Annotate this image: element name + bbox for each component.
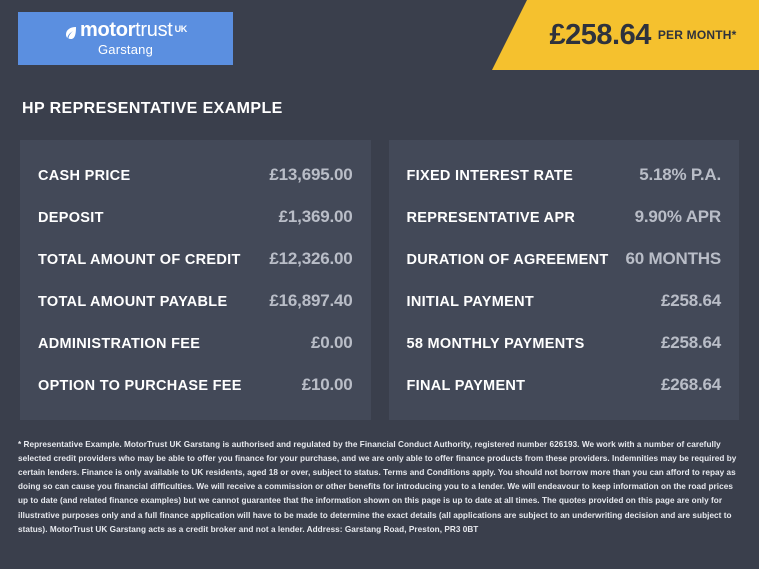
row-label: TOTAL AMOUNT OF CREDIT	[38, 252, 241, 268]
logo-word-motor: motor	[80, 19, 136, 41]
row-value: £258.64	[660, 333, 721, 352]
row-label: INITIAL PAYMENT	[406, 294, 534, 310]
finance-details-panels	[20, 140, 739, 420]
dealer-logo	[18, 12, 233, 65]
row-label: FINAL PAYMENT	[406, 378, 526, 394]
table-row	[407, 280, 722, 322]
table-row	[38, 238, 353, 280]
logo-word-trust: trust	[135, 19, 173, 41]
row-value: 5.18% P.A.	[639, 165, 721, 184]
table-row	[407, 196, 722, 238]
page-header	[0, 0, 759, 78]
disclaimer-text: * Representative Example. MotorTrust UK Garstang is authorised and regulated by the Financial Conduct Authority, registered number 626193. We work with a number of carefully selected credit providers who may be able to offer you finance for your purchase, and we are only able to offer finance products from these providers. Indemnities may be required by certain lenders. Finance is only available to UK residents, aged 18 or over, subject to status. Terms and Conditions apply. You should not borrow more than you can afford to repay as doing so can cause you financial difficulties. We will receive a commission or other benefits for introducing you to a lender. We will endeavour to keep information on the road prices up to date (and related finance examples) but we cannot guarantee that the information shown on this page is up to date at all times. The quotes provided on this page are only for illustrative purposes only and a full finance application will have to be made to determine the exact details (all applications are subject to an underwriting decision and are subject to status). MotorTrust UK Garstang acts as a credit broker and not a lender. Address: Garstang Road, Preston, PR3 0BT	[18, 440, 737, 534]
table-row	[38, 280, 353, 322]
row-value: £13,695.00	[269, 165, 353, 184]
row-label: 58 MONTHLY PAYMENTS	[406, 336, 585, 352]
row-value: 9.90% APR	[634, 207, 721, 226]
row-label: OPTION TO PURCHASE FEE	[38, 378, 242, 394]
table-row	[38, 322, 353, 364]
row-value: £0.00	[310, 333, 353, 352]
row-value: £1,369.00	[278, 207, 353, 226]
monthly-price-banner	[527, 0, 759, 70]
row-value: £10.00	[301, 375, 353, 394]
logo-subtitle: Garstang	[97, 42, 154, 57]
row-label: TOTAL AMOUNT PAYABLE	[38, 294, 228, 310]
row-label: CASH PRICE	[38, 168, 131, 184]
right-details-panel	[389, 140, 740, 420]
row-label: DURATION OF AGREEMENT	[406, 252, 609, 268]
row-value: 60 MONTHS	[625, 249, 721, 268]
left-details-panel	[20, 140, 371, 420]
row-value: £12,326.00	[269, 249, 353, 268]
table-row	[38, 154, 353, 196]
table-row	[407, 154, 722, 196]
leaf-icon	[64, 24, 78, 38]
row-label: FIXED INTEREST RATE	[406, 168, 574, 184]
row-value: £268.64	[660, 375, 721, 394]
page-title: HP REPRESENTATIVE EXAMPLE	[22, 100, 283, 117]
row-label: REPRESENTATIVE APR	[406, 210, 576, 226]
table-row	[407, 364, 722, 406]
table-row	[407, 238, 722, 280]
logo-superscript-uk: UK	[174, 24, 187, 34]
logo-wordmark	[64, 20, 187, 40]
monthly-price-suffix: PER MONTH*	[657, 28, 737, 42]
monthly-price-amount: £258.64	[549, 18, 651, 51]
table-row	[38, 364, 353, 406]
table-row	[407, 322, 722, 364]
row-label: ADMINISTRATION FEE	[38, 336, 201, 352]
row-value: £16,897.40	[269, 291, 353, 310]
row-value: £258.64	[660, 291, 721, 310]
table-row	[38, 196, 353, 238]
row-label: DEPOSIT	[38, 210, 104, 226]
